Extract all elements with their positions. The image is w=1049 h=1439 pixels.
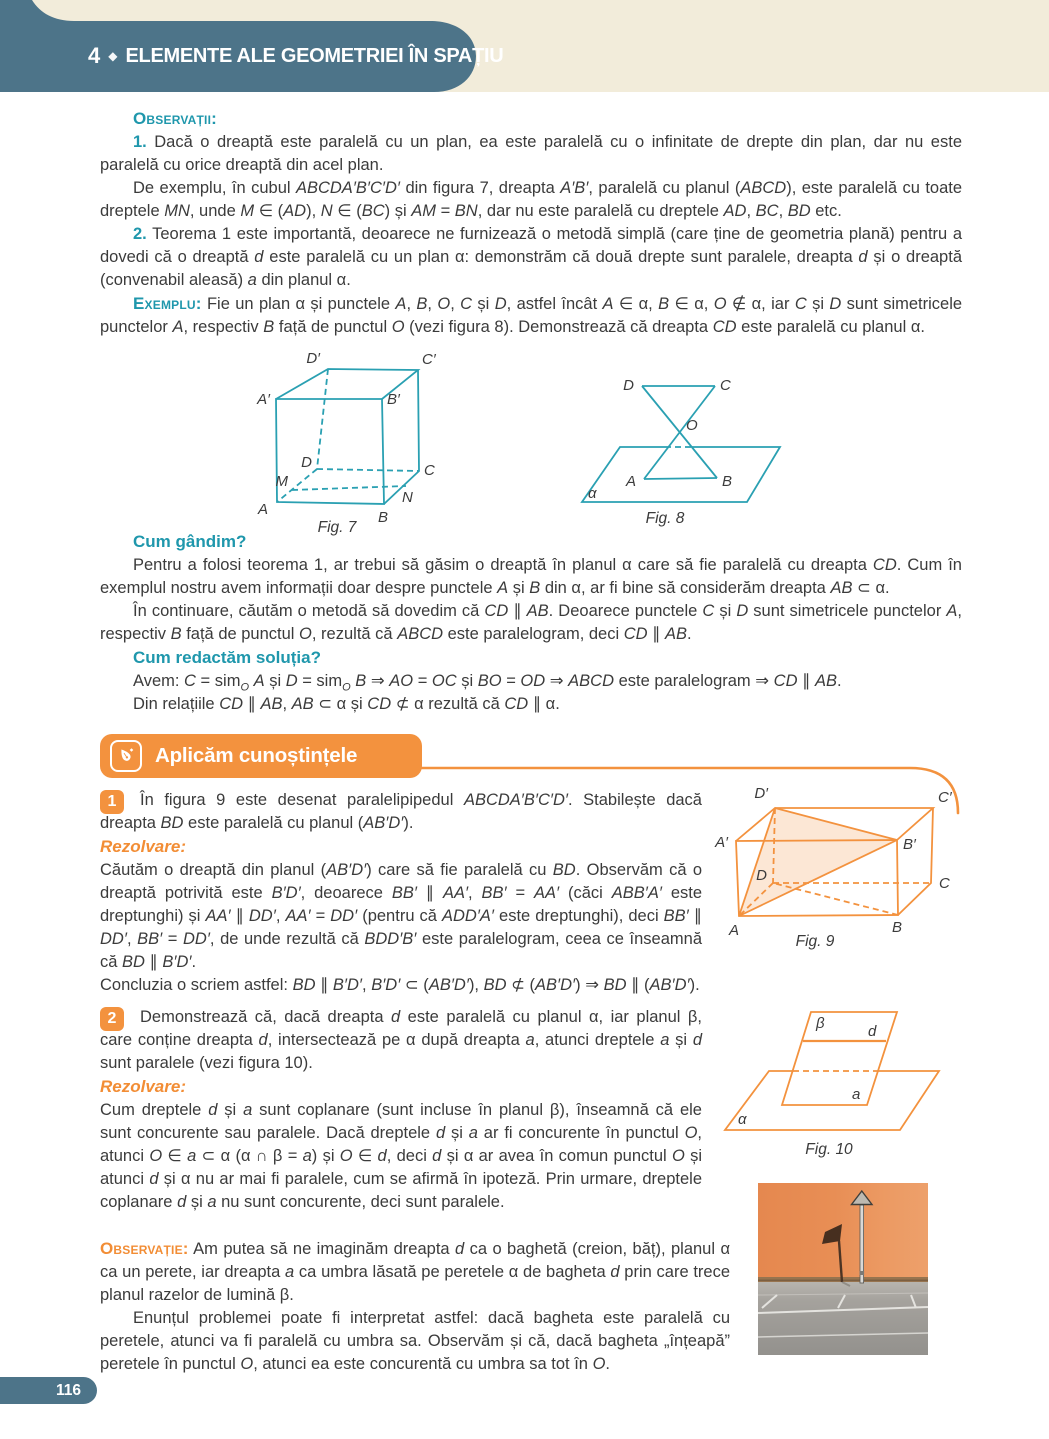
fig9-label-D-prime: D′ xyxy=(754,785,768,802)
observatii-item-2: 2. Teorema 1 este importantă, deoarece ne furnizează o metodă simplă (care ține de geometria plană) pentru a dovedi că o dreaptă d este paralelă cu un plan α: demonstrăm că două drepte sunt paralele, dreapta d și o dreaptă (convenabil aleasă) a din planul α. xyxy=(100,225,962,289)
chapter-number: 4 xyxy=(88,43,101,68)
problem-1-number-badge: 1 xyxy=(100,790,124,814)
fig9-label-B: B xyxy=(891,919,903,936)
figure-10-planes xyxy=(712,992,992,1162)
photo-pole-shadow-wall xyxy=(758,1183,928,1355)
diamond-icon: ◆ xyxy=(108,49,118,63)
fig10-label-alpha: α xyxy=(738,1111,747,1128)
observatii-item-1: 1. Dacă o dreaptă este paralelă cu un plan, ea este paralelă cu o infinitate de drepte din plan, dar nu este paralelă cu orice dreaptă din acel plan. xyxy=(100,133,962,174)
observatii-label: Observații: xyxy=(133,109,217,128)
fig9-label-C-prime: C′ xyxy=(938,789,952,806)
fig7-label-A-prime: A′ xyxy=(257,391,270,408)
figure-9-parallelepiped xyxy=(712,780,967,955)
fig7-caption: Fig. 7 xyxy=(317,519,357,536)
fig9-label-C: C xyxy=(939,875,950,892)
problem-1-statement: În figura 9 este desenat paralelipipedul ABCDA′B′C′D′. Stabilește dacă dreapta BD este paralelă cu planul (AB′D′). xyxy=(100,791,702,832)
cum-redactam-p1: Avem: C = sim$_O$ A și D = sim$_O$ B ⇒ AO = OC și BO = OD ⇒ ABCD este paralelogram ⇒ CD ∥ AB. xyxy=(133,672,842,694)
fig8-label-alpha: α xyxy=(588,485,597,502)
cum-gandim-title: Cum gândim? xyxy=(133,532,247,551)
problem-2 xyxy=(100,1006,702,1214)
fig7-label-B: B xyxy=(378,509,389,526)
cum-gandim-p1: Pentru a folosi teorema 1, ar trebui să găsim o dreaptă în planul α care să fie paralelă cu dreapta CD. Cum în exemplul nostru avem informații doar despre punctele A și B din α, ar fi bine să considerăm dreapta AB ⊂ α. xyxy=(100,556,962,597)
problem-2-rezolvare-label: Rezolvare: xyxy=(100,1077,186,1096)
exemplu-text: Fie un plan α și punctele A, B, O, C și D, astfel încât A ∈ α, B ∈ α, O ∉ α, iar C și D sunt simetricele punctelor A, respectiv B față de punctul O (vezi figura 8). Demonstrează că dreapta CD este paralelă cu planul α. xyxy=(100,295,963,336)
problem-1-rezolvare-label: Rezolvare: xyxy=(100,837,186,856)
observatie-label: Observație: xyxy=(100,1239,189,1258)
problem-1 xyxy=(100,789,702,997)
observatii-section xyxy=(100,107,962,339)
fig7-label-C: C xyxy=(424,462,435,479)
fig7-label-D-prime: D′ xyxy=(306,350,320,367)
problem-2-statement: Demonstrează că, dacă dreapta d este paralelă cu planul α, iar planul β, care conține dreapta d, intersectează pe α după dreapta a, atunci dreptele a și d sunt paralele (vezi figura 10). xyxy=(100,1008,703,1072)
fig9-label-A-prime: A′ xyxy=(715,834,728,851)
pen-icon xyxy=(110,740,142,772)
cum-redactam-p2: Din relațiile CD ∥ AB, AB ⊂ α și CD ⊄ α rezultă că CD ∥ α. xyxy=(133,695,560,713)
fig8-label-O: O xyxy=(686,417,698,434)
aplicam-cunostintele-banner xyxy=(100,734,422,778)
fig10-label-a: a xyxy=(852,1086,861,1103)
fig9-label-A: A xyxy=(728,922,740,939)
fig7-label-A: A xyxy=(257,501,268,518)
banner-label: Aplicăm cunoștințele xyxy=(155,744,358,767)
exemplu-paragraph xyxy=(100,292,962,339)
problem-1-conclusion: Concluzia o scriem astfel: BD ∥ B′D′, B′D′ ⊂ (AB′D′), BD ⊄ (AB′D′) ⇒ BD ∥ (AB′D′). xyxy=(100,976,700,994)
cum-gandim-section xyxy=(100,530,962,716)
page-number-pill: 116 xyxy=(0,1377,97,1404)
observatie-text-1: Am putea să ne imaginăm dreapta d ca o baghetă (creion, băț), planul α ca un perete, iar dreapta a ca umbra lăsată pe peretele α de bagheta d prin care trece planul razelor de lumină β. xyxy=(100,1240,731,1304)
cum-gandim-p2: În continuare, căutăm o metodă să dovedim că CD ∥ AB. Deoarece punctele C și D sunt simetricele punctelor A, respectiv B față de punctul O, rezultă că ABCD este paralelogram, deci CD ∥ AB. xyxy=(100,602,962,643)
fig8-label-B: B xyxy=(722,473,733,490)
fig7-label-N: N xyxy=(402,489,413,506)
fig7-label-D: D xyxy=(301,454,312,471)
observatii-example-cube: De exemplu, în cubul ABCDA′B′C′D′ din figura 7, dreapta A′B′, paralelă cu planul (ABCD), este paralelă cu toate dreptele MN, unde M ∈ (AD), N ∈ (BC) și AM = BN, dar nu este paralelă cu dreptele AD, BC, BD etc. xyxy=(100,179,963,220)
exemplu-label: Exemplu: xyxy=(133,294,202,313)
problem-2-solution: Cum dreptele d și a sunt coplanare (sunt incluse în planul β), înseamnă că ele sunt concurente sau paralele. Dacă dreptele d și a ar fi concurente în punctul O, atunci O ∈ a ⊂ α (α ∩ β = a) și O ∈ d, deci d și α ar avea în comun punctul O și atunci d și α nu ar mai fi paralele, cum se afirmă în ipoteză. Prin urmare, dreptele coplanare d și a nu sunt concurente, deci sunt paralele. xyxy=(100,1101,703,1211)
observatie-p2: Enunțul problemei poate fi interpretat astfel: dacă bagheta este paralelă cu peretele, atunci va fi paralelă cu umbra sa. Observăm și că, dacă bagheta „înțeapă” peretele în punctul O, atunci ea este concurentă cu umbra sa tot în O. xyxy=(100,1309,730,1373)
cum-redactam-title: Cum redactăm soluția? xyxy=(133,648,321,667)
fig9-label-B-prime: B′ xyxy=(903,836,916,853)
figure-7-cube xyxy=(232,347,472,537)
fig9-label-D: D xyxy=(756,867,767,884)
fig10-label-beta: β xyxy=(816,1015,825,1032)
fig7-label-C-prime: C′ xyxy=(422,351,436,368)
fig8-caption: Fig. 8 xyxy=(645,510,685,527)
fig8-label-A: A xyxy=(625,473,636,490)
observatie-section xyxy=(100,1237,730,1376)
chapter-title-row xyxy=(88,20,503,92)
observatie-p1 xyxy=(100,1237,730,1307)
chapter-title: ELEMENTE ALE GEOMETRIEI ÎN SPAȚIU xyxy=(125,44,504,67)
fig9-caption: Fig. 9 xyxy=(795,933,835,950)
fig10-label-d: d xyxy=(868,1023,877,1040)
problem-2-number-badge: 2 xyxy=(100,1007,124,1031)
problem-1-solution: Căutăm o dreaptă din planul (AB′D′) care să fie paralelă cu BD. Observăm că o dreaptă potrivită este B′D′, deoarece BB′ ∥ AA′, BB′ = AA′ (căci ABB′A′ este dreptunghi) și AA′ ∥ DD′, AA′ = DD′ (pentru că ADD′A′ este dreptunghi), deci BB′ ∥ DD′, BB′ = DD′, de unde rezultă că BDD′B′ este paralelogram, ceea ce înseamnă că BD ∥ B′D′. xyxy=(100,861,703,971)
fig7-label-B-prime: B′ xyxy=(387,391,400,408)
fig8-label-C: C xyxy=(720,377,731,394)
fig10-caption: Fig. 10 xyxy=(805,1141,853,1158)
figure-8-symmetry xyxy=(570,362,800,532)
fig8-label-D: D xyxy=(623,377,634,394)
fig7-label-M: M xyxy=(275,473,288,490)
